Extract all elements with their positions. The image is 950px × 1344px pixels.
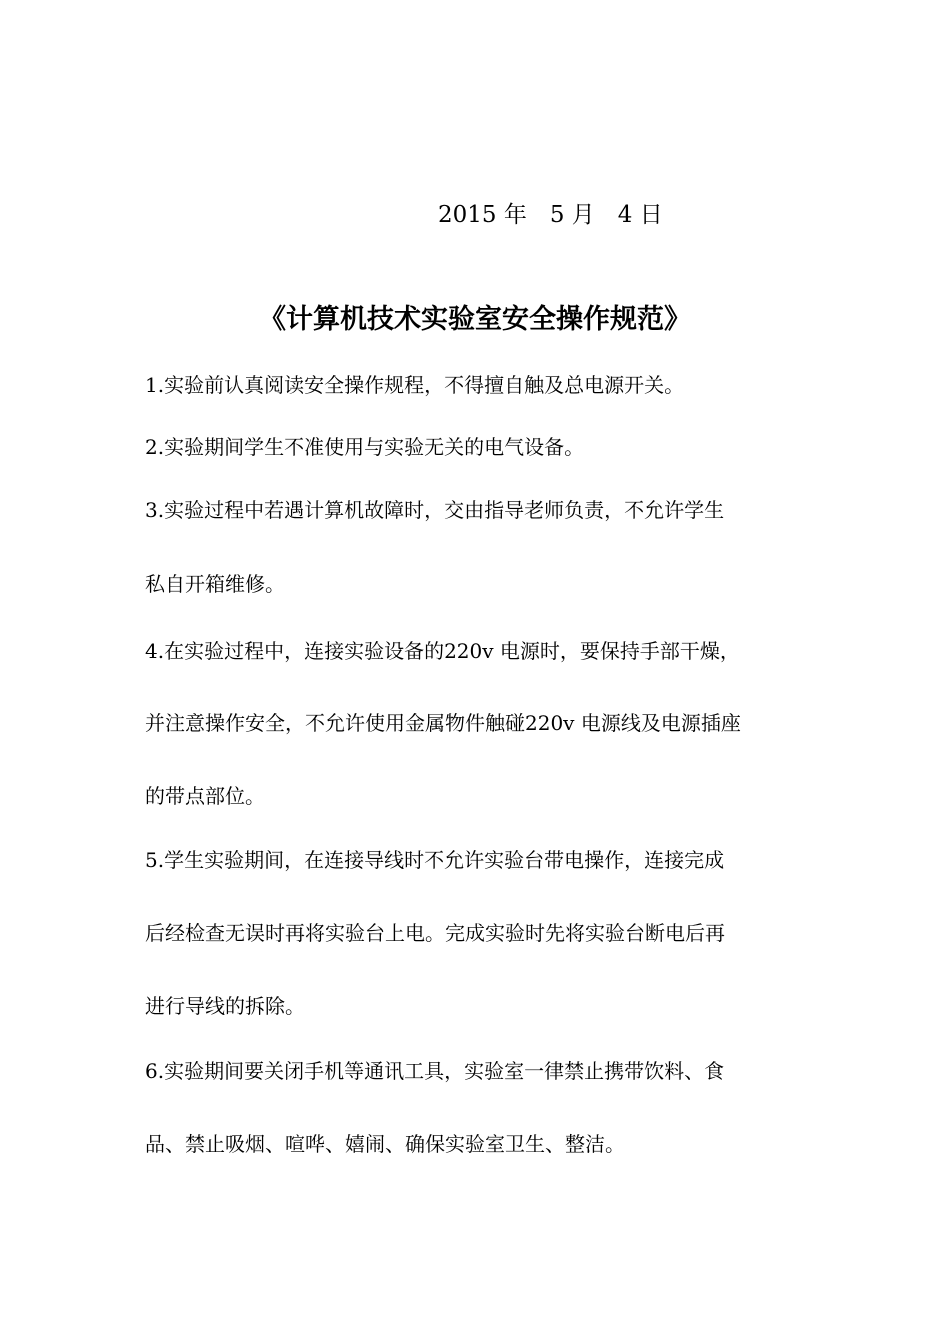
rule-line-2: 2.实验期间学生不准使用与实验无关的电气设备。 <box>145 435 585 459</box>
rule-line-6: 并注意操作安全，不允许使用金属物件触碰220v 电源线及电源插座 <box>145 711 741 735</box>
rule-line-10: 进行导线的拆除。 <box>145 994 305 1018</box>
rule-line-7: 的带点部位。 <box>145 784 265 808</box>
rule-line-1: 1.实验前认真阅读安全操作规程，不得擅自触及总电源开关。 <box>145 373 685 397</box>
rule-line-9: 后经检查无误时再将实验台上电。完成实验时先将实验台断电后再 <box>145 921 725 945</box>
rule-line-5: 4.在实验过程中，连接实验设备的220v 电源时，要保持手部干燥， <box>145 639 740 663</box>
rule-line-3: 3.实验过程中若遇计算机故障时，交由指导老师负责，不允许学生 <box>145 498 725 522</box>
date-line: 2015 年 5 月 4 日 <box>438 202 663 228</box>
document-title: 《计算机技术实验室安全操作规范》 <box>259 304 691 335</box>
rule-line-11: 6.实验期间要关闭手机等通讯工具，实验室一律禁止携带饮料、食 <box>145 1059 725 1083</box>
rule-line-8: 5.学生实验期间，在连接导线时不允许实验台带电操作，连接完成 <box>145 848 725 872</box>
rule-line-12: 品、禁止吸烟、喧哗、嬉闹、确保实验室卫生、整洁。 <box>145 1132 625 1156</box>
rule-line-4: 私自开箱维修。 <box>145 572 285 596</box>
